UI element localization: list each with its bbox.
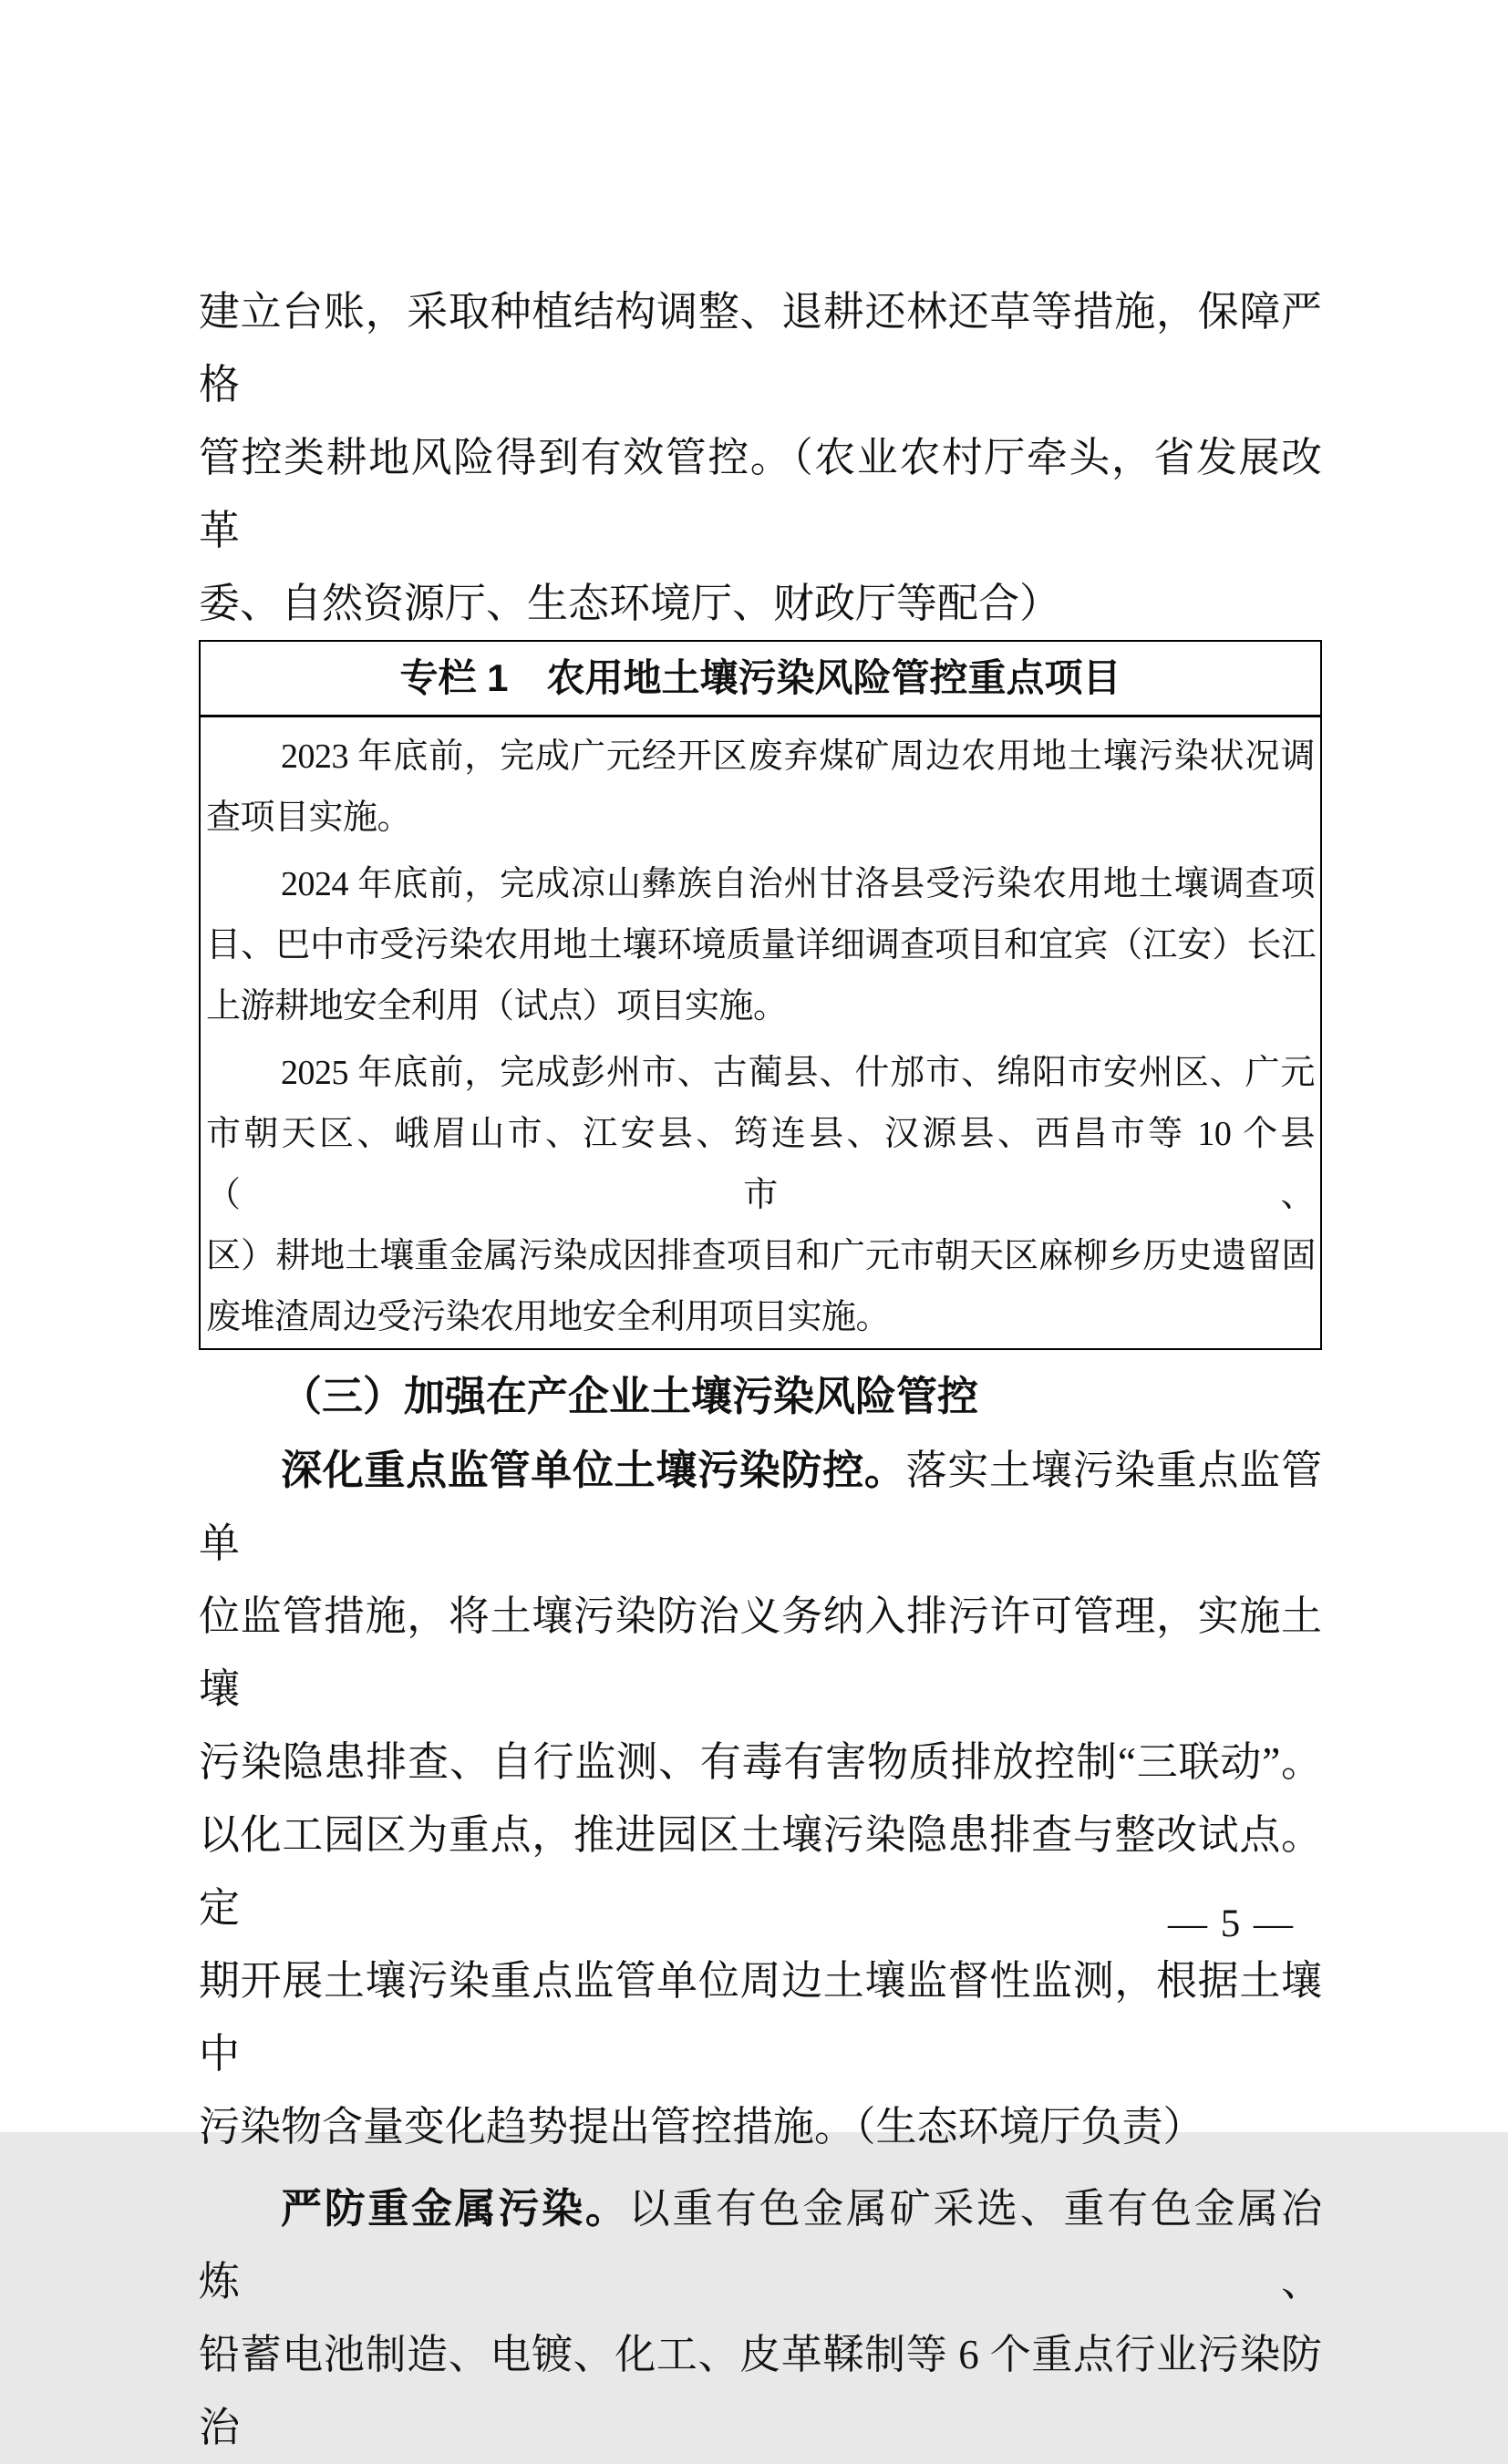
text-line: 位监管措施，将土壤污染防治义务纳入排污许可管理，实施土壤	[199, 1593, 1322, 1712]
bold-lead-text: 深化重点监管单位土壤污染防控。	[281, 1447, 906, 1493]
text-line: 污染隐患排查、自行监测、有毒有害物质排放控制“三联动”。	[199, 1739, 1322, 1785]
text-line: 查项目实施。	[206, 799, 412, 837]
box-paragraph-2023	[206, 727, 1315, 849]
text-line	[199, 1434, 1322, 1580]
paragraph-heavy-metal	[199, 2172, 1322, 2464]
text-line: 上游耕地安全利用（试点）项目实施。	[206, 987, 788, 1026]
text-line: 目、巴中市受污染农用地土壤环境质量详细调查项目和宜宾（江安）长江	[206, 926, 1315, 964]
text-line: 2025 年底前，完成彭州市、古蔺县、什邡市、绵阳市安州区、广元	[281, 1054, 1315, 1092]
page-content	[199, 275, 1322, 2464]
text-line: 铅蓄电池制造、电镀、化工、皮革鞣制等 6 个重点行业污染防治	[199, 2332, 1322, 2450]
column-box-body	[201, 717, 1320, 1348]
text-line: 废堆渣周边受污染农用地安全利用项目实施。	[206, 1298, 891, 1336]
text-line: 期开展土壤污染重点监管单位周边土壤监督性监测，根据土壤中	[199, 1958, 1322, 2077]
bold-lead-text: 严防重金属污染。	[281, 2185, 629, 2232]
text-line	[199, 2172, 1322, 2318]
box-paragraph-2025	[206, 1043, 1315, 1348]
text-run: 以重有色金属矿采选、重有色金属冶炼、	[199, 2186, 1322, 2304]
section-heading: （三）加强在产企业土壤污染风险管控	[281, 1373, 979, 1419]
text-line: 管控类耕地风险得到有效管控。（农业农村厅牵头，省发展改革	[199, 435, 1322, 553]
column-box-1	[199, 640, 1322, 1350]
text-line: 委、自然资源厅、生态环境厅、财政厅等配合）	[199, 581, 1061, 626]
text-line: 区）耕地土壤重金属污染成因排查项目和广元市朝天区麻柳乡历史遗留固	[206, 1237, 1315, 1275]
page-number: — 5 —	[1168, 1902, 1295, 1945]
text-line: 市朝天区、峨眉山市、江安县、筠连县、汉源县、西昌市等 10 个县（市、	[206, 1115, 1315, 1214]
intro-paragraph	[199, 275, 1322, 640]
text-line: 污染物含量变化趋势提出管控措施。（生态环境厅负责）	[199, 2104, 1204, 2150]
text-line: 2023 年底前，完成广元经开区废弃煤矿周边农用地土壤污染状况调	[281, 737, 1315, 776]
text-line: 以化工园区为重点，推进园区土壤污染隐患排查与整改试点。定	[199, 1812, 1322, 1931]
text-line: 建立台账，采取种植结构调整、退耕还林还草等措施，保障严格	[199, 289, 1322, 407]
column-box-title: 专栏 1 农用地土壤污染风险管控重点项目	[201, 642, 1320, 717]
text-run: 落实土壤污染重点监管单	[199, 1448, 1322, 1566]
paragraph-supervision	[199, 1434, 1322, 2163]
box-paragraph-2024	[206, 854, 1315, 1037]
text-line: 2024 年底前，完成凉山彝族自治州甘洛县受污染农用地土壤调查项	[281, 865, 1315, 903]
